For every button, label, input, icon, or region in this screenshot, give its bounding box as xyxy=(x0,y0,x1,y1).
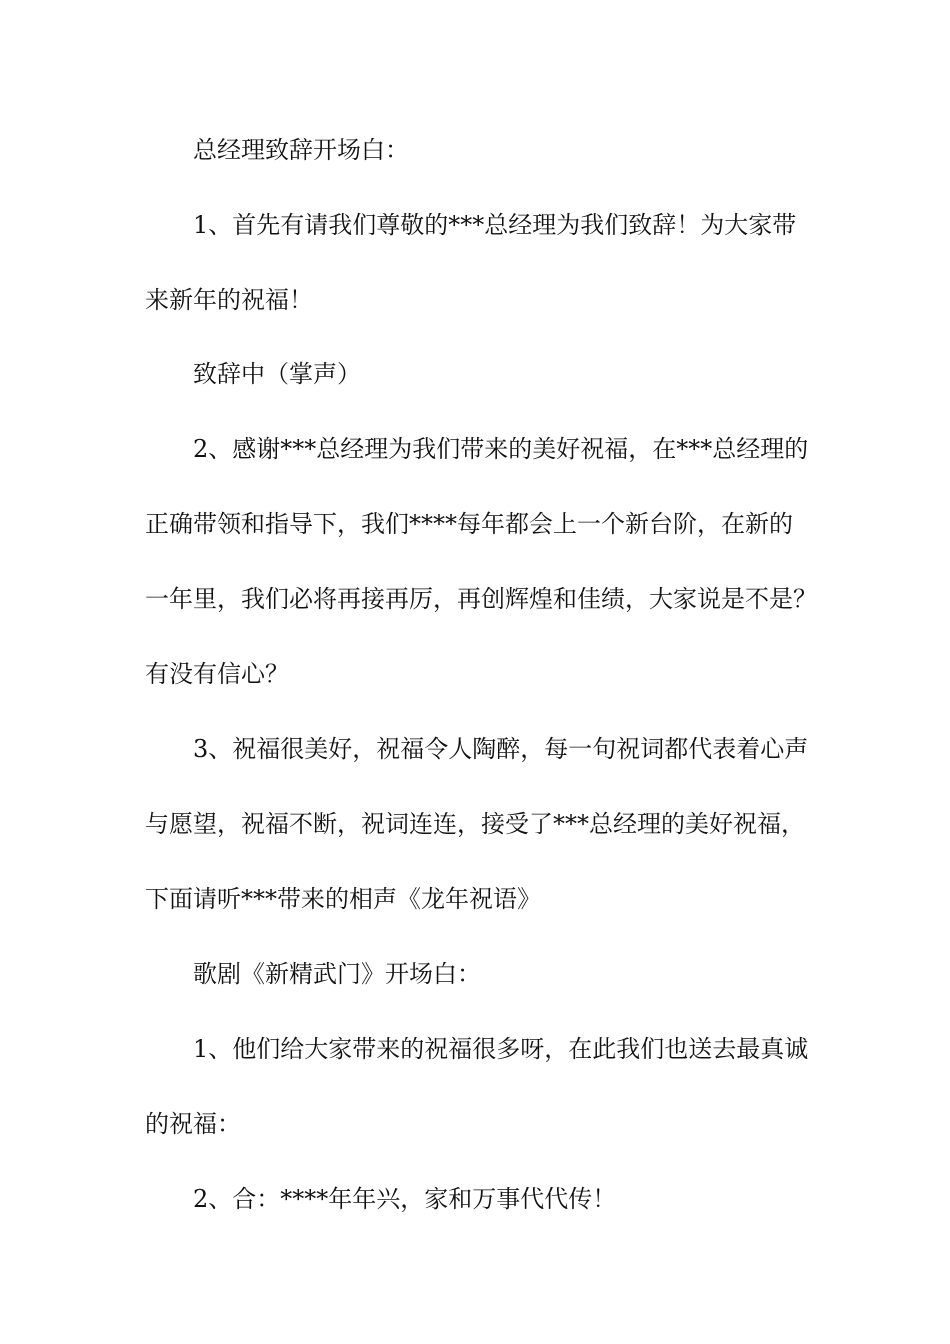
paragraph-line: 正确带领和指导下，我们****每年都会上一个新台阶，在新的 xyxy=(145,510,793,538)
heading-opera-opening: 歌剧《新精武门》开场白： xyxy=(193,960,481,988)
paragraph-line: 1、他们给大家带来的祝福很多呀，在此我们也送去最真诚 xyxy=(193,1035,809,1063)
paragraph-line: 的祝福： xyxy=(145,1110,241,1138)
paragraph-line: 2、感谢***总经理为我们带来的美好祝福，在***总经理的 xyxy=(193,435,809,463)
heading-general-manager-speech: 总经理致辞开场白： xyxy=(193,136,409,164)
paragraph-line: 下面请听***带来的相声《龙年祝语》 xyxy=(145,885,541,913)
paragraph-line: 3、祝福很美好，祝福令人陶醉，每一句祝词都代表着心声 xyxy=(193,735,809,763)
paragraph-line: 与愿望，祝福不断，祝词连连，接受了***总经理的美好祝福， xyxy=(145,810,805,838)
paragraph-line: 来新年的祝福！ xyxy=(145,286,313,314)
paragraph-line: 2、合：****年年兴，家和万事代代传！ xyxy=(193,1185,617,1213)
paragraph-line: 一年里，我们必将再接再厉，再创辉煌和佳绩，大家说是不是？ xyxy=(145,585,817,613)
paragraph-line: 1、首先有请我们尊敬的***总经理为我们致辞！为大家带 xyxy=(193,211,797,239)
paragraph-line: 有没有信心？ xyxy=(145,660,289,688)
paragraph-line: 致辞中（掌声） xyxy=(193,360,361,388)
